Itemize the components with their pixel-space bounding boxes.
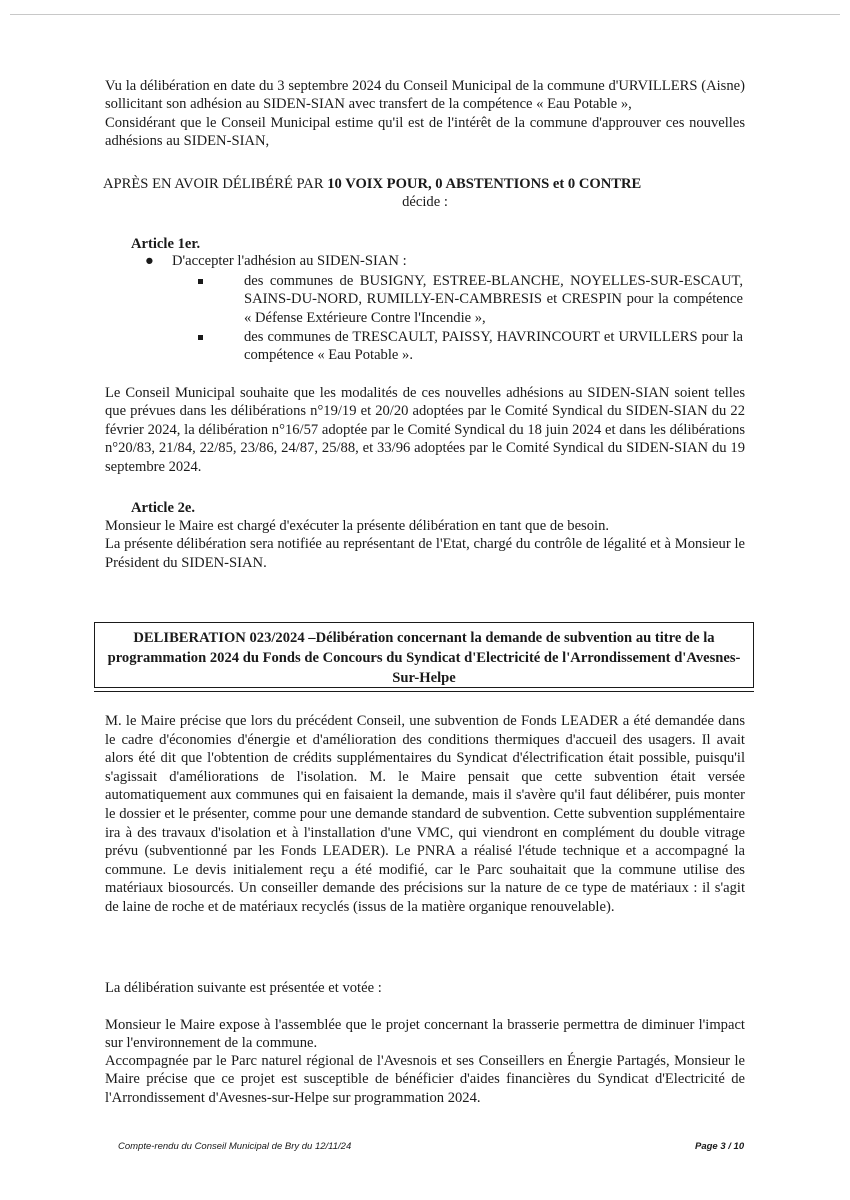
decide-line: décide : <box>402 194 448 210</box>
article-1-paragraph: Le Conseil Municipal souhaite que les modalités de ces nouvelles adhésions au SIDEN-SIAN soient telles que prévues dans les délibérations n°19/19 et 20/20 adoptées par le Comité Syndical du SIDEN-SIAN du 22 février 2024, la délibération n°16/57 adoptée par le Comité Syndical du 18 juin 2024 et dans les délibérations n°20/83, 21/84, 22/85, 23/86, 24/87, 25/88, et 33/96 adoptées par le Comité Syndical du SIDEN-SIAN du 19 septembre 2024. <box>105 385 745 475</box>
article-1-title: Article 1er. <box>131 236 201 252</box>
vote-prefix: APRÈS EN AVOIR DÉLIBÉRÉ PAR <box>103 176 328 192</box>
vote-line <box>103 175 753 193</box>
article-2-line-1: Monsieur le Maire est chargé d'exécuter la présente délibération en tant que de besoin. <box>105 518 610 534</box>
article-2-body <box>105 517 745 572</box>
article-1-bullet-text: D'accepter l'adhésion au SIDEN-SIAN : <box>172 253 407 269</box>
article-2-title: Article 2e. <box>131 500 196 516</box>
article-1-item <box>198 328 743 365</box>
deliberation-title-rule <box>94 691 754 692</box>
considerant-paragraph: Considérant que le Conseil Municipal estime qu'il est de l'intérêt de la commune d'approuver ces nouvelles adhésions au SIDEN-SIAN, <box>105 114 745 150</box>
vote-intro: La délibération suivante est présentée et votée : <box>105 980 382 996</box>
article-1-item-text: des communes de BUSIGNY, ESTREE-BLANCHE, NOYELLES-SUR-ESCAUT, SAINS-DU-NORD, RUMILLY-EN-CAMBRESIS et CRESPIN pour la compétence « Défense Extérieure Contre l'Incendie », <box>244 273 743 326</box>
page-number: Page 3 / 10 <box>695 1141 745 1152</box>
footer-title: Compte-rendu du Conseil Municipal de Bry du 12/11/24 <box>118 1141 352 1152</box>
article-1-item-text: des communes de TRESCAULT, PAISSY, HAVRINCOURT et URVILLERS pour la compétence « Eau Potable ». <box>244 329 743 364</box>
bullet-icon: ● <box>145 253 154 269</box>
intro-section <box>105 77 745 151</box>
article-1-item <box>198 272 743 327</box>
expose-paragraph: Monsieur le Maire expose à l'assemblée que le projet concernant la brasserie permettra de diminuer l'impact sur l'environnement de la commune. <box>105 1017 745 1052</box>
vu-paragraph: Vu la délibération en date du 3 septembre 2024 du Conseil Municipal de la commune d'URVILLERS (Aisne) sollicitant son adhésion au SIDEN-SIAN avec transfert de la compétence « Eau Potable », <box>105 78 745 113</box>
deliberation-body: M. le Maire précise que lors du précédent Conseil, une subvention de Fonds LEADER a été demandée dans le cadre d'économies d'énergie et d'amélioration des conditions thermiques d'accueil des usagers. Il avait alors été dit que l'obtention de crédits supplémentaires du Syndicat d'électrification était possible, puisqu'il s'agissait d'améliorations de l'isolation. M. le Maire pensait que cette subvention était versée automatiquement aux communes qui en faisaient la demande, mais il s'avère qu'il faut délibérer, puis monter le dossier et le présenter, comme pour une demande standard de subvention. Cette subvention supplémentaire ira à des travaux d'isolation et à l'installation d'une VMC, qui viendront en complément du double vitrage prévu (subventionné par les Fonds LEADER). Le PNRA a réalisé l'étude technique et a accompagné la commune. Le devis initialement reçu a été modifié, car le Parc souhaitait que la commune utilise des matériaux biosourcés. Un conseiller demande des précisions sur la nature de ce type de matériaux : il s'agit de laine de roche et de matériaux recyclés (issus de la matière organique renouvelable). <box>105 713 745 915</box>
deliberation-title-box: DELIBERATION 023/2024 –Délibération concernant la demande de subvention au titre de la programmation 2024 du Fonds de Concours du Syndicat d'Electricité de l'Arrondissement d'Avesnes-Sur-Helpe <box>94 622 754 688</box>
vote-result: 10 VOIX POUR, 0 ABSTENTIONS et 0 CONTRE <box>327 176 642 192</box>
accompagnee-paragraph: Accompagnée par le Parc naturel régional de l'Avesnois et ses Conseillers en Énergie Partagés, Monsieur le Maire précise que ce projet est susceptible de bénéficier d'aides financières du Syndicat d'Electricité de l'Arrondissement d'Avesnes-sur-Helpe sur programmation 2024. <box>105 1053 745 1106</box>
square-bullet-icon <box>198 335 203 340</box>
article-2-line-2: La présente délibération sera notifiée au représentant de l'Etat, chargé du contrôle de légalité et à Monsieur le Président du SIDEN-SIAN. <box>105 536 745 571</box>
square-bullet-icon <box>198 279 203 284</box>
top-rule <box>10 14 840 15</box>
